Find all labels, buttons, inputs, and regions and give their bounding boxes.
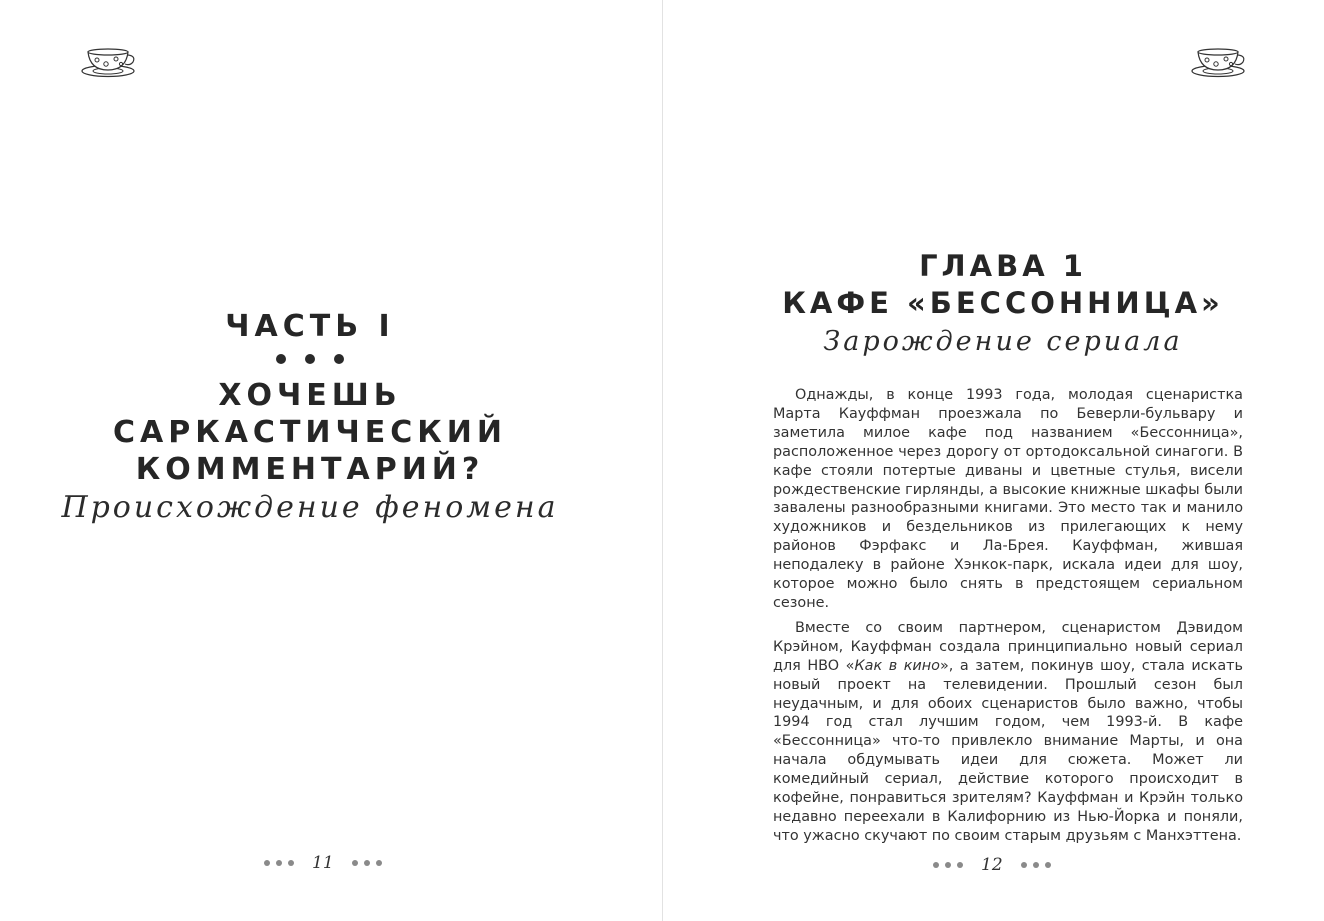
teacup-icon	[1190, 44, 1246, 80]
page-number: 12	[981, 855, 1003, 875]
folio-dots-left	[933, 862, 963, 868]
page-number: 11	[312, 853, 334, 873]
chapter-title-block	[763, 248, 1243, 357]
chapter-number: ГЛАВА 1	[919, 249, 1087, 283]
page-number-left	[264, 853, 382, 873]
chapter-subtitle: Зарождение сериала	[823, 326, 1183, 357]
part-title-block	[60, 308, 560, 525]
part-heading-line-1: ХОЧЕШЬ	[218, 378, 402, 413]
paragraph-2	[773, 619, 1243, 846]
folio-dots-left	[264, 860, 294, 866]
paragraph-2-text-b: », а затем, покинув шоу, стала искать новый проект на телевидении. Прошлый сезон был неудачным, и для обоих сценаристов было важно, чтобы 1994 год стал лучшим годом, чем 1993-й. В кафе «Бессонница» что-то привлекло внимание Марты, и она начала обдумывать идеи для сюжета. Может ли комедийный сериал, действие которого происходит в кофейне, понравиться зрителям? Кауффман и Крэйн только недавно переехали в Калифорнию из Нью-Йорка и поняли, что ужасно скучают по своим старым друзьям с Манхэттена.	[773, 657, 1243, 844]
folio-dots-right	[352, 860, 382, 866]
teacup-icon	[80, 44, 136, 80]
show-title-italic: Как в кино	[854, 657, 940, 674]
chapter-body	[773, 386, 1243, 852]
part-heading-line-2: САРКАСТИЧЕСКИЙ	[112, 415, 508, 450]
paragraph-2-text-a: Вместе со своим партнером, сценаристом Дэвидом Крэйном, Кауффман создала принципиально новый сериал для HBO «	[773, 619, 1243, 674]
part-title: ЧАСТЬ I	[225, 309, 395, 344]
folio-dots-right	[1021, 862, 1051, 868]
ornament-dots	[60, 349, 560, 369]
chapter-name: КАФЕ «БЕССОННИЦА»	[782, 286, 1224, 320]
part-heading-line-3: КОММЕНТАРИЙ?	[135, 452, 485, 487]
part-subtitle: Происхождение феномена	[61, 490, 559, 525]
page-number-right	[933, 855, 1051, 875]
right-page	[663, 0, 1324, 921]
paragraph-1: Однажды, в конце 1993 года, молодая сценаристка Марта Кауффман проезжала по Беверли-бульвару и заметила милое кафе под названием «Бессонница», расположенное через дорогу от ортодоксальной синагоги. В кафе стояли потертые диваны и цветные стулья, висели рождественские гирлянды, а высокие книжные шкафы были завалены разнообразными книгами. Это место так и манило художников и бездельников из прилегающих к нему районов Фэрфакс и Ла-Брея. Кауффман, жившая неподалеку в районе Хэнкок-парк, искала идеи для шоу, которое можно было снять в предстоящем сериальном сезоне.	[773, 387, 1243, 611]
